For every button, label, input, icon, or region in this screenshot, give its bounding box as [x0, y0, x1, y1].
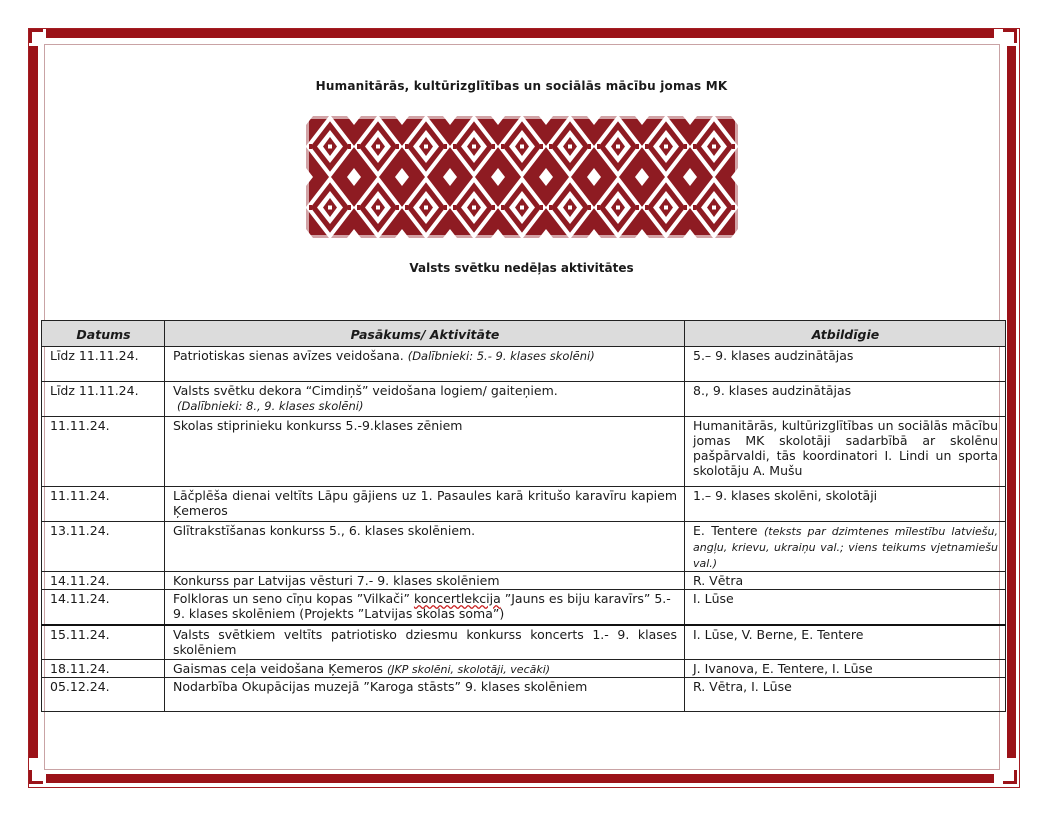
frame-bar-left [29, 46, 38, 758]
table-row [42, 522, 1006, 572]
cell-activity: Skolas stiprinieku konkurss 5.-9.klases zēniem [165, 417, 685, 487]
table-row [42, 347, 1006, 382]
cell-date: 05.12.24. [42, 678, 165, 712]
cell-date: 11.11.24. [42, 417, 165, 487]
cell-responsible: 8., 9. klases audzinātājas [685, 382, 1006, 417]
cell-activity: Valsts svētkiem veltīts patriotisko dziesmu konkurss koncerts 1.- 9. klases skolēniem [165, 625, 685, 660]
latvian-ornament-image [306, 116, 738, 238]
frame-bar-bottom [46, 774, 994, 783]
frame-corner [29, 770, 43, 784]
cell-activity [165, 590, 685, 625]
cell-date: 14.11.24. [42, 590, 165, 625]
table-row [42, 625, 1006, 660]
cell-responsible: R. Vētra [685, 572, 1006, 590]
cell-date: Līdz 11.11.24. [42, 347, 165, 382]
frame-corner [29, 29, 43, 43]
column-header-date: Datums [42, 321, 165, 347]
spellcheck-word: koncertlekcija [413, 591, 501, 606]
activity-text: Gaismas ceļa veidošana Ķemeros [173, 661, 383, 676]
cell-activity [165, 382, 685, 417]
cell-responsible: J. Ivanova, E. Tentere, I. Lūse [685, 660, 1006, 678]
cell-responsible: 1.– 9. klases skolēni, skolotāji [685, 487, 1006, 522]
cell-activity: Konkurss par Latvijas vēsturi 7.- 9. klases skolēniem [165, 572, 685, 590]
cell-activity [165, 660, 685, 678]
responsible-note: (teksts par dzimtenes mīlestību latviešu, angļu, krievu, ukraiņu val.; viens teikums vjetnamiešu val.) [693, 525, 998, 570]
column-header-activity: Pasākums/ Aktivitāte [165, 321, 685, 347]
activity-note: (Dalībnieki: 5.- 9. klases skolēni) [407, 349, 595, 363]
table-row [42, 572, 1006, 590]
table-row [42, 417, 1006, 487]
frame-corner [1003, 29, 1017, 43]
cell-date: 14.11.24. [42, 572, 165, 590]
frame-bar-top [46, 29, 994, 38]
cell-activity: Lāčplēša dienai veltīts Lāpu gājiens uz 1. Pasaules karā kritušo karavīru kapiem Ķemeros [165, 487, 685, 522]
column-header-responsible: Atbildīgie [685, 321, 1006, 347]
responsible-name: E. Tentere [693, 523, 758, 538]
cell-responsible [685, 522, 1006, 572]
table-row [42, 660, 1006, 678]
cell-responsible: I. Lūse [685, 590, 1006, 625]
activity-note: (JKP skolēni, skolotāji, vecāki) [386, 663, 551, 676]
cell-activity: Nodarbība Okupācijas muzejā ”Karoga stāsts” 9. klases skolēniem [165, 678, 685, 712]
frame-bar-right [1007, 46, 1016, 758]
cell-date: 15.11.24. [42, 625, 165, 660]
activity-text: Patriotiskas sienas avīzes veidošana. [173, 348, 404, 363]
table-row [42, 590, 1006, 625]
cell-responsible: R. Vētra, I. Lūse [685, 678, 1006, 712]
table-row [42, 678, 1006, 712]
cell-date: Līdz 11.11.24. [42, 382, 165, 417]
activity-text: ”Jauns es biju karavīrs” 5.- 9. klases skolēniem (Projekts ”Latvijas skolas soma”) [173, 591, 671, 621]
activity-note: (Dalībnieki: 8., 9. klases skolēni) [177, 399, 364, 413]
cell-responsible: 5.– 9. klases audzinātājas [685, 347, 1006, 382]
activity-text: Valsts svētku dekora “Cimdiņš” veidošana logiem/ gaiteņiem. [173, 383, 558, 398]
document-subtitle: Valsts svētku nedēļas aktivitātes [409, 261, 634, 275]
table-row [42, 382, 1006, 417]
cell-responsible: Humanitārās, kultūrizglītības un sociālās mācību jomas MK skolotāji sadarbībā ar skolēnu pašpārvaldi, tās koordinatori I. Lindi un sporta skolotāju A. Mušu [685, 417, 1006, 487]
cell-activity: Glītrakstīšanas konkurss 5., 6. klases skolēniem. [165, 522, 685, 572]
activities-table [41, 320, 1006, 712]
cell-date: 18.11.24. [42, 660, 165, 678]
document-title: Humanitārās, kultūrizglītības un sociālās mācību jomas MK [315, 79, 728, 93]
cell-responsible: I. Lūse, V. Berne, E. Tentere [685, 625, 1006, 660]
table-header-row [42, 321, 1006, 347]
cell-date: 13.11.24. [42, 522, 165, 572]
table-row [42, 487, 1006, 522]
cell-date: 11.11.24. [42, 487, 165, 522]
cell-activity [165, 347, 685, 382]
activity-text: Folkloras un seno cīņu kopas ”Vilkači” [173, 591, 414, 606]
frame-corner [1003, 770, 1017, 784]
